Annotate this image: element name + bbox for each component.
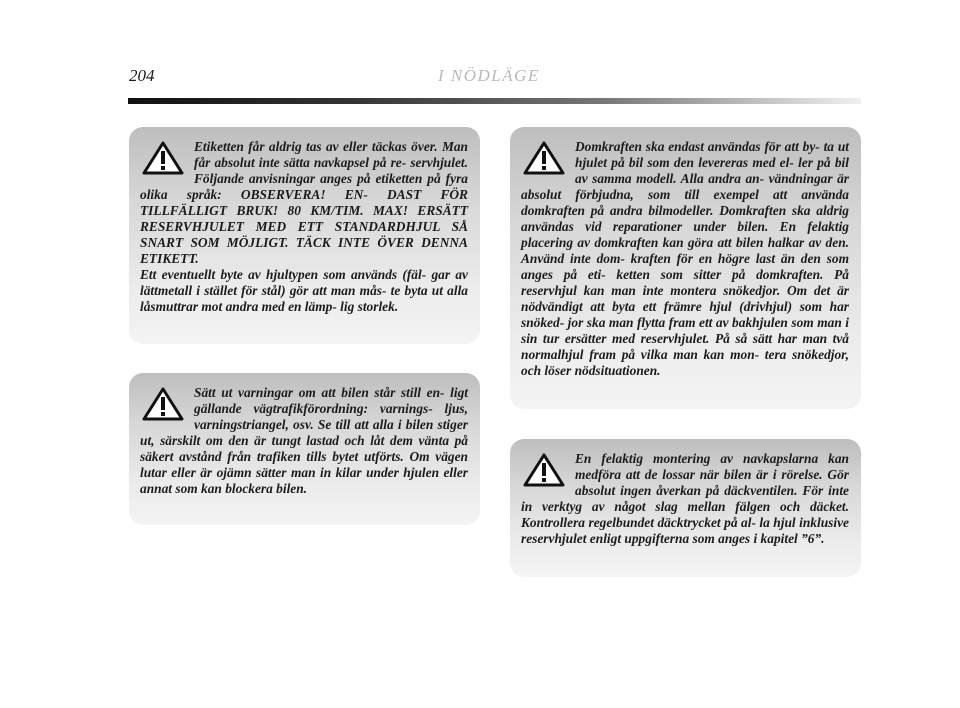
warning-text: Sätt ut varningar om att bilen står still en- ligt gällande vägtrafikförordning: varnings- ljus, varningstriangel, osv. Se till att alla i bilen stiger ut, särskilt om den är tungt lastad och låt dem vänta på säkert avstånd från trafiken tills bytet utförts. Om vägen lutar eller är ojämn sätter man in kilar under hjulen eller annat som kan blockera bilen. (140, 385, 468, 496)
warning-box-label (129, 127, 480, 344)
warning-text: Ett eventuellt byte av hjultypen som används (fäl- gar av lättmetall i stället för stål) gör att man mås- te byta ut alla låsmuttrar mot andra med en lämp- lig storlek. (140, 267, 468, 314)
section-title: I NÖDLÄGE (438, 66, 540, 85)
warning-triangle-icon (142, 141, 184, 175)
warning-triangle-icon (523, 141, 565, 175)
warning-triangle-icon (523, 453, 565, 487)
warning-box-hazard (129, 373, 480, 525)
warning-triangle-icon (142, 387, 184, 421)
warning-text: En felaktig montering av navkapslarna kan medföra att de lossar när bilen är i rörelse. Gör absolut ingen åverkan på däckventilen. För inte in verktyg av något slag mellan fälgen och däcket. Kontrollera regelbundet däcktrycket på al- la hjul inklusive reservhjulet enligt uppgifterna som anges i kapitel ”6”. (521, 451, 849, 546)
warning-box-jack (510, 127, 861, 409)
header-rule (128, 98, 861, 104)
page-number: 204 (129, 66, 155, 85)
warning-text: Etiketten får aldrig tas av eller täckas över. Man får absolut inte sätta navkapsel på re- servhjulet. Följande anvisningar anges på etiketten på fyra olika språk: OBSERVERA! EN- DAST FÖR TILLFÄLLIGT BRUK! 80 KM/TIM. MAX! ERSÄTT RESERVHJULET MED ETT STANDARDHJUL SÅ SNART SOM MÖJLIGT. TÄCK INTE ÖVER DENNA ETIKETT. (140, 139, 468, 266)
warning-box-hubcaps (510, 439, 861, 577)
warning-text: Domkraften ska endast användas för att by- ta ut hjulet på bil som den levereras med el- ler på bil av samma modell. Alla andra an- vändningar är absolut förbjudna, som till exempel att använda domkraften på andra bilmodeller. Domkraften ska aldrig användas vid reparationer under bilen. En felaktig placering av domkraften kan göra att bilen halkar av den. Använd inte dom- kraften för en högre last än den som anges på eti- ketten som sitter på domkraften. På reservhjul kan man inte montera snökedjor. Om det är nödvändigt att byta ett främre hjul (drivhjul) som har snöked- jor ska man flytta fram ett av bakhjulen som man i sin tur ersätter med reservhjulet. På så sätt har man två normalhjul fram på vilka man kan mon- tera snökedjor, och löser nödsituationen. (521, 139, 849, 378)
